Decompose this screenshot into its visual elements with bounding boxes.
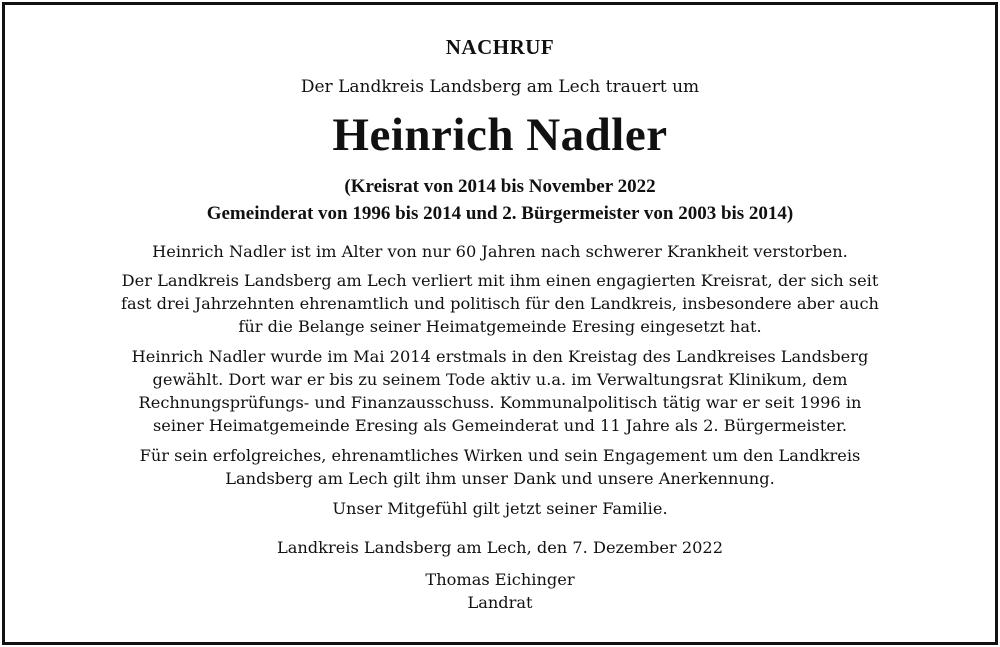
paragraph-3-line: Rechnungsprüfungs- und Finanzausschuss. Kommunalpolitisch tätig war er seit 1996 in	[138, 393, 862, 412]
place-date: Landkreis Landsberg am Lech, den 7. Dezember 2022	[276, 538, 724, 557]
paragraph-5-line: Unser Mitgefühl gilt jetzt seiner Familie.	[332, 499, 668, 518]
roles-line-2: Gemeinderat von 1996 bis 2014 und 2. Bürgermeister von 2003 bis 2014)	[206, 203, 794, 224]
signatory-name: Thomas Eichinger	[425, 570, 575, 589]
roles-line-1: (Kreisrat von 2014 bis November 2022	[344, 176, 656, 197]
notice-heading: NACHRUF	[445, 35, 555, 59]
paragraph-2-line: für die Belange seiner Heimatgemeinde Eresing eingesetzt hat.	[238, 317, 762, 336]
paragraph-1-line: Heinrich Nadler ist im Alter von nur 60 Jahren nach schwerer Krankheit verstorben.	[152, 242, 848, 261]
paragraph-4-line: Landsberg am Lech gilt ihm unser Dank und unsere Anerkennung.	[225, 469, 775, 488]
notice-frame	[2, 2, 998, 645]
deceased-name: Heinrich Nadler	[332, 109, 668, 161]
paragraph-3-line: Heinrich Nadler wurde im Mai 2014 erstmals in den Kreistag des Landkreises Landsberg	[131, 347, 869, 366]
paragraph-3-line: seiner Heimatgemeinde Eresing als Gemeinderat und 11 Jahre als 2. Bürgermeister.	[152, 416, 848, 435]
paragraph-4-line: Für sein erfolgreiches, ehrenamtliches Wirken und sein Engagement um den Landkreis	[139, 446, 861, 465]
paragraph-2-line: Der Landkreis Landsberg am Lech verliert mit ihm einen engagierten Kreisrat, der sich seit	[121, 271, 879, 290]
signatory-title: Landrat	[467, 593, 533, 612]
intro-line: Der Landkreis Landsberg am Lech trauert um	[300, 77, 700, 97]
paragraph-2-line: fast drei Jahrzehnten ehrenamtlich und politisch für den Landkreis, insbesondere aber auch	[121, 294, 879, 313]
paragraph-3-line: gewählt. Dort war er bis zu seinem Tode aktiv u.a. im Verwaltungsrat Klinikum, dem	[152, 370, 848, 389]
